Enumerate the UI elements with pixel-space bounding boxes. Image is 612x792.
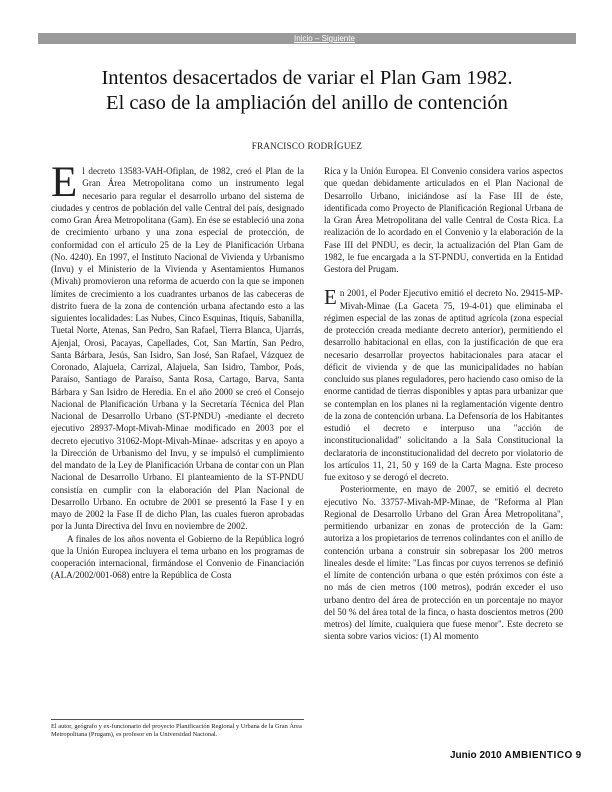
title-line-1: Intentos desacertados de variar el Plan Gam 1982. [101,67,513,89]
issue-date: Junio 2010 [450,750,502,761]
top-nav-bar [38,33,576,44]
paragraph: A finales de los años noventa el Gobierno de la República logró que la Unión Europea incluyera el tema urbano en los programas de cooperación internacional, firmándose el Convenio de Financiación (ALA/2002/001-068) entre la República de Costa [51,533,304,581]
page-footer [450,750,581,761]
author-byline: FRANCISCO RODRÍGUEZ [251,141,363,151]
dropcap: E [324,285,337,310]
dropcap: E [51,159,78,206]
paragraph: l decreto 13583-VAH-Ofiplan, de 1982, creó el Plan de la Gran Área Metropolitana como un instrumento legal necesario para regular el desarrollo urbano del sistema de ciudades y centros de población del valle Central del país, designado como Gran Área Metropolitana (Gam). En ése se estableció una zona de crecimiento urbano y una zona especial de protección, de conformidad con el artículo 25 de la Ley de Planificación Urbana (No. 4240). En 1997, el Instituto Nacional de Vivienda y Urbanismo (Invu) y el Ministerio de la Vivienda y Asentamientos Humanos (Mivah) promovieron una reforma de acuerdo con la que se imponen límites de crecimiento a los cuadrantes urbanos de las cabeceras de distrito fuera de la zona de contención urbana afectando esto a las siguientes localidades: Las Nubes, Cinco Esquinas, Itiquís, Sabanilla, Tuetal Norte, Atenas, San Pedro, San Rafael, Tierra Blanca, Ujarrás, Ajenjal, Orosi, Pacayas, Capellades, Cot, San Martín, San Pedro, Santa Bárbara, Jesús, San Isidro, San José, San Rafael, Vázquez de Coronado, Alajuela, Carrizal, Alajuela, San Isidro, Tambor, Poás, Paraíso, Santiago de Paraíso, Santa Rosa, Cartago, Barva, Santa Bárbara y San Isidro de Heredia. En el año 2000 se creó el Consejo Nacional de Planificación Urbana y la Secretaría Técnica del Plan Nacional de Desarrollo Urbano (ST-PNDU) -mediante el decreto ejecutivo 28937-Mopt-Mivah-Minae modificado en 2003 por el decreto ejecutivo 31062-Mopt-Mivah-Minae- adscritas y en apoyo a la Dirección de Urbanismo del Invu, y se impulsó el cumplimiento del mandato de la Ley de Planificación Urbana de contar con un Plan Nacional de Desarrollo Urbano. El planteamiento de la ST-PNDU consistía en cumplir con la elaboración del Plan Nacional de Desarrollo Urbano. En octubre de 2001 se presentó la Fase I y en mayo de 2002 la Fase II de dicho Plan, las cuales fueron aprobadas por la Junta Directiva del Invu en noviembre de 2002. [51,166,304,532]
paragraph: Rica y la Unión Europea. El Convenio considera varios aspectos que quedan debidamente articulados en el Plan Nacional de Desarrollo Urbano, iniciándose así la Fase III de éste, identificada como Proyecto de Planificación Regional Urbana de la Gran Área Metropolitana del valle Central de Costa Rica. La realización de lo acordado en el Convenio y la elaboración de la Fase III del PNDU, es decir, la actualización del Plan Gam de 1982, le fue encargada a la ST-PNDU, convertida en la Entidad Gestora del Prugam. [324,166,563,274]
title-line-2: El caso de la ampliación del anillo de contención [106,92,508,114]
paragraph: Posteriormente, en mayo de 2007, se emitió el decreto ejecutivo No. 33757-Mivah-MP-Minae, de "Reforma al Plan Regional de Desarrollo Urbano del Gran Área Metropolitana", permitiendo urbanizar en zonas de protección de la Gam: autoriza a los propietarios de terrenos colindantes con el anillo de contención urbana a construir sin sobrepasar los 200 metros lineales desde el límite: "Las fincas por cuyos terrenos se definió el límite de contención urbana o que estén próximos con éste a no más de cien metros (100 metros), podrán exceder el uso urbano dentro del área de protección en un porcentaje no mayor del 50 % del área total de la finca, o hasta doscientos metros (200 metros) del límite, cualquiera que fuese menor". Este decreto se sienta sobre varios vicios: (1) Al momento [324,484,563,642]
article-title [38,66,576,116]
page-number: 9 [575,750,582,761]
author-footnote: El autor, geógrafo y ex-funcionario del proyecto Planificación Regional y Urbana de la Gran Área Metropolitana (Prugam), es profesor en la Universidad Nacional. [51,719,304,740]
magazine-brand: AMBIENTICO [504,750,573,761]
paragraph-gap [324,275,563,287]
paragraph: n 2001, el Poder Ejecutivo emitió el decreto No. 29415-MP-Mivah-Minae (La Gaceta 75, 19-4-01) que eliminaba el régimen especial de las zonas de aptitud agrícola (zona especial de protección creada mediante decreto anterior), permitiendo el desarrollo habitacional en ellas, con la justificación de que era necesario desarrollar proyectos habitacionales para atacar el déficit de vivienda y de que las municipalidades no habían concluido sus planes reguladores, pero haciendo caso omiso de la enorme cantidad de tierras disponibles y aptas para urbanizar que se contemplan en los planes ni la reglamentación vigente dentro de la zona de contención urbana. La Defensoría de los Habitantes estudió el decreto e interpuso una "acción de inconstitucionalidad" solicitando a la Sala Constitucional la declaratoria de inconstitucionalidad del decreto por violatorio de los artículos 11, 21, 50 y 169 de la Carta Magna. Este proceso fue exitoso y se derogó el decreto. [324,288,563,482]
column-right [324,165,563,643]
nav-link[interactable]: Inicio – Siguiente [294,34,355,43]
column-left [51,159,304,582]
